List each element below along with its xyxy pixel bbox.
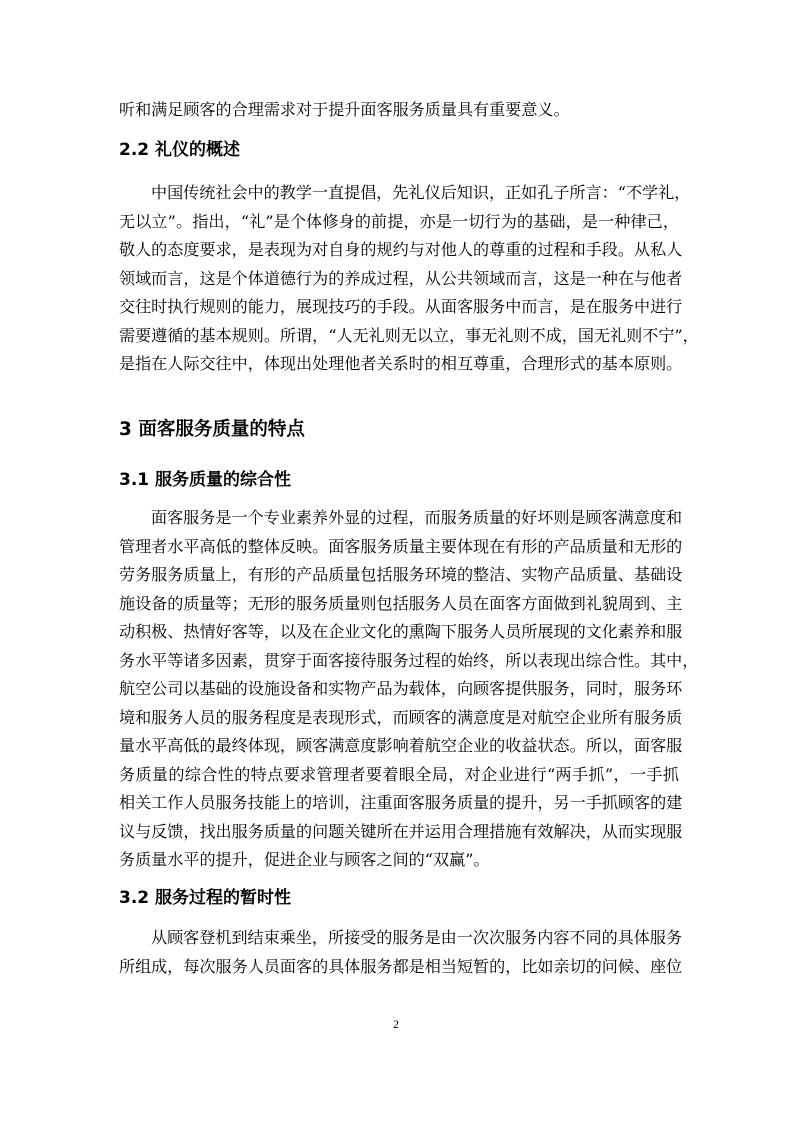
paragraph-line: 从顾客登机到结束乘坐，所接受的服务是由一次次服务内容不同的具体服务 xyxy=(151,928,683,947)
paragraph-line: 敬人的态度要求，是表现为对自身的规约与对他人的尊重的过程和手段。从私人 xyxy=(119,240,683,259)
paragraph-line: 是指在人际交往中，体现出处理他者关系时的相互尊重，合理形式的基本原则。 xyxy=(119,354,683,373)
paragraph-line: 面客服务是一个专业素养外显的过程，而服务质量的好坏则是顾客满意度和 xyxy=(151,508,683,527)
paragraph-line: 务质量的综合性的特点要求管理者要着眼全局，对企业进行“两手抓”，一手抓 xyxy=(119,765,679,784)
paragraph-line: 动积极、热情好客等，以及在企业文化的熏陶下服务人员所展现的文化素养和服 xyxy=(119,622,683,641)
paragraph-line: 中国传统社会中的教学一直提倡，先礼仪后知识，正如孔子所言：“不学礼， xyxy=(151,183,691,202)
paragraph-line: 劳务服务质量上，有形的产品质量包括服务环境的整洁、实物产品质量、基础设 xyxy=(119,565,683,584)
paragraph-line: 无以立”。指出，“礼”是个体修身的前提，亦是一切行为的基础，是一种律己， xyxy=(119,212,679,231)
paragraph-line: 所组成，每次服务人员面客的具体服务都是相当短暂的，比如亲切的问候、座位 xyxy=(119,957,683,976)
paragraph-line: 需要遵循的基本规则。所谓，“人无礼则无以立，事无礼则不成，国无礼则不宁”， xyxy=(119,326,699,345)
paragraph-line: 境和服务人员的服务程度是表现形式，而顾客的满意度是对航空企业所有服务质 xyxy=(119,708,683,727)
section-heading-3-1: 3.1 服务质量的综合性 xyxy=(119,470,292,490)
paragraph-line: 相关工作人员服务技能上的培训，注重面客服务质量的提升，另一手抓顾客的建 xyxy=(119,793,683,812)
paragraph-line: 务水平等诸多因素，贯穿于面客接待服务过程的始终，所以表现出综合性。其中， xyxy=(119,651,699,670)
chapter-heading-3: 3 面客服务质量的特点 xyxy=(119,419,305,440)
paragraph-line: 务质量水平的提升，促进企业与顾客之间的“双赢”。 xyxy=(119,850,490,869)
paragraph-line: 航空公司以基础的设施设备和实物产品为载体，向顾客提供服务，同时，服务环 xyxy=(119,679,683,698)
paragraph-line: 领域而言，这是个体道德行为的养成过程，从公共领域而言，这是一种在与他者 xyxy=(119,269,683,288)
section-heading-2-2: 2.2 礼仪的概述 xyxy=(119,140,241,160)
section-heading-3-2: 3.2 服务过程的暂时性 xyxy=(119,888,292,908)
paragraph-line: 听和满足顾客的合理需求对于提升面客服务质量具有重要意义。 xyxy=(119,100,570,119)
page-number: 2 xyxy=(393,1017,399,1031)
paragraph-line: 管理者水平高低的整体反映。面客服务质量主要体现在有形的产品质量和无形的 xyxy=(119,537,683,556)
paragraph-line: 议与反馈，找出服务质量的问题关键所在并运用合理措施有效解决，从而实现服 xyxy=(119,822,683,841)
paragraph-line: 交往时执行规则的能力，展现技巧的手段。从面客服务中而言，是在服务中进行 xyxy=(119,297,683,316)
paragraph-line: 量水平高低的最终体现，顾客满意度影响着航空企业的收益状态。所以，面客服 xyxy=(119,736,683,755)
paragraph-line: 施设备的质量等；无形的服务质量则包括服务人员在面客方面做到礼貌周到、主 xyxy=(119,594,683,613)
